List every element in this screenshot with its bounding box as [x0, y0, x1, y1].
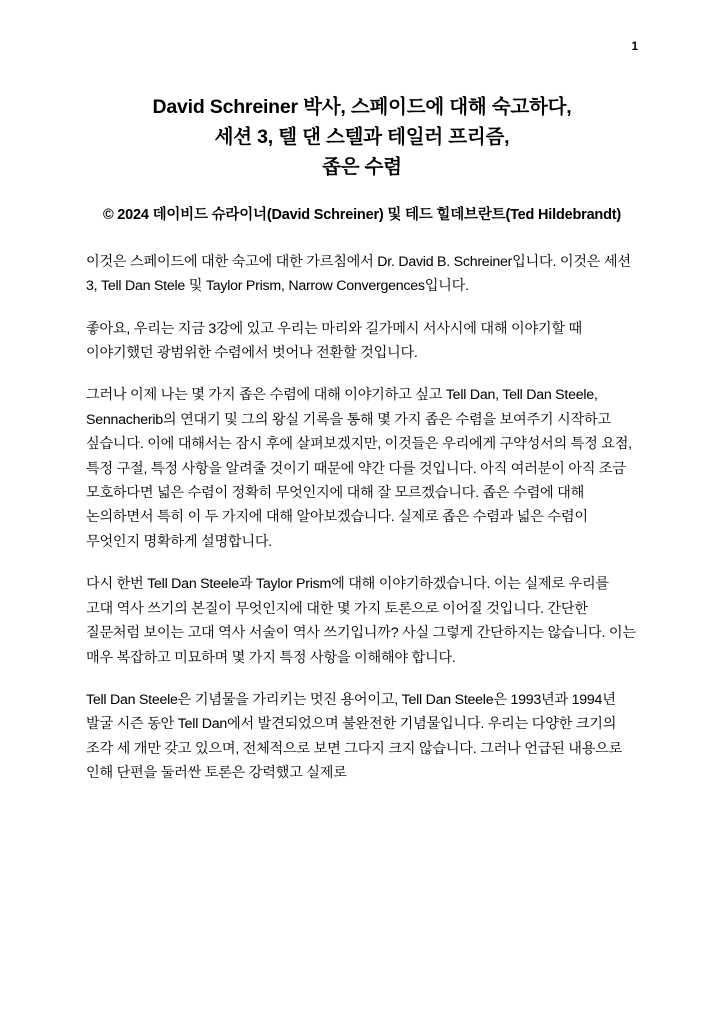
- page-title: [86, 92, 638, 183]
- paragraph-2: 좋아요, 우리는 지금 3강에 있고 우리는 마리와 길가메시 서사시에 대해 이야기할 때 이야기했던 광범위한 수렴에서 벗어나 전환할 것입니다.: [86, 320, 582, 361]
- copyright-notice: © 2024 데이비드 슈라이너(David Schreiner) 및 테드 힐데브란트(Ted Hildebrandt): [102, 206, 622, 223]
- paragraph-4: 다시 한번 Tell Dan Steele과 Taylor Prism에 대해 이야기하겠습니다. 이는 실제로 우리를 고대 역사 쓰기의 본질이 무엇인지에 대한 몇 가지 토론으로 이어질 것입니다. 간단한 질문처럼 보이는 고대 역사 서술이 역사 쓰기입니까? 사실 그렇게 간단하지는 않습니다. 이는 매우 복잡하고 미묘하며 몇 가지 특정 사항을 이해해야 합니다.: [86, 576, 636, 666]
- paragraph-3: 그러나 이제 나는 몇 가지 좁은 수렴에 대해 이야기하고 싶고 Tell Dan, Tell Dan Steele, Sennacherib의 연대기 및 그의 왕실 기록을 통해 몇 가지 좁은 수렴을 보여주기 시작하고 싶습니다. 이에 대해서는 잠시 후에 살펴보겠지만, 이것들은 우리에게 구약성서의 특정 요점, 특정 구절, 특정 사항을 알려줄 것이기 때문에 약간 다를 것입니다. 아직 여러분이 아직 조금 모호하다면 넓은 수렴이 정확히 무엇인지에 대해 잘 모르겠습니다. 좁은 수렴에 대해 논의하면서 특히 이 두 가지에 대해 알아보겠습니다. 실제로 좁은 수렴과 넓은 수렴이 무엇인지 명확하게 설명합니다.: [86, 387, 632, 550]
- document-content: [86, 92, 638, 786]
- title-line-2: 세션 3, 텔 댄 스텔과 테일러 프리즘,: [214, 126, 510, 149]
- paragraph-5: Tell Dan Steele은 기념물을 가리키는 멋진 용어이고, Tell Dan Steele은 1993년과 1994년 발굴 시즌 동안 Tell Dan에서 발견되었으며 불완전한 기념물입니다. 우리는 다양한 크기의 조각 세 개만 갖고 있으며, 전체적으로 보면 그다지 크지 않습니다. 그러나 언급된 내용으로 인해 단편을 둘러싼 토론은 강력했고 실제로: [86, 691, 623, 782]
- title-line-1: David Schreiner 박사, 스페이드에 대해 숙고하다,: [152, 96, 572, 118]
- paragraph-1: 이것은 스페이드에 대한 숙고에 대한 가르침에서 Dr. David B. Schreiner입니다. 이것은 세션 3, Tell Dan Stele 및 Taylor Prism, Narrow Convergences입니다.: [86, 253, 631, 295]
- page-number: 1: [631, 41, 638, 53]
- title-line-3: 좁은 수렴: [322, 156, 402, 179]
